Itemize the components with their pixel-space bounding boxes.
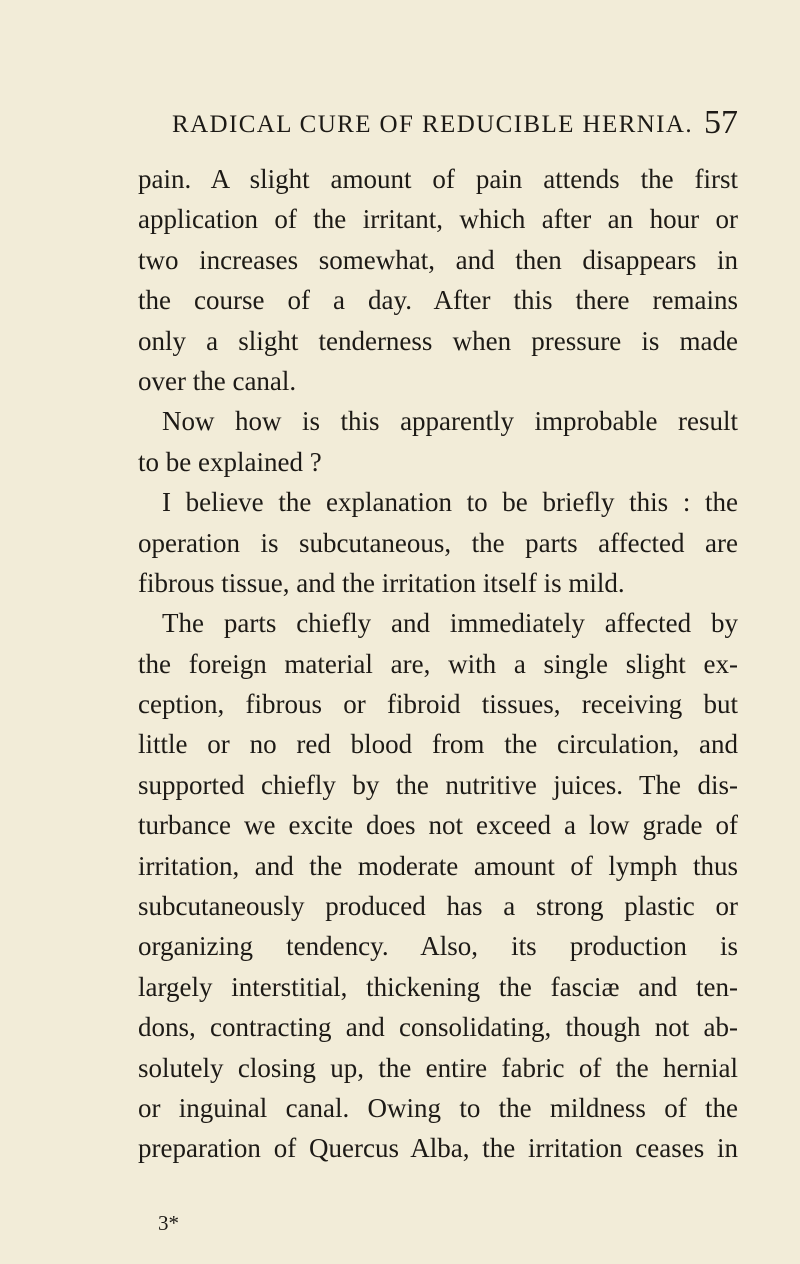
text-line: preparation of Quercus Alba, the irritation ceases in [138,1133,738,1164]
text-line: over the canal. [138,365,297,396]
text-line: dons, contracting and consolidating, though not ab- [138,1012,738,1043]
running-title: RADICAL CURE OF REDUCIBLE HERNIA. [172,111,693,138]
text-line: subcutaneously produced has a strong plastic or [138,891,738,922]
page-header [172,104,738,148]
signature-mark: 3* [158,1211,179,1235]
text-line: the course of a day. After this there remains [138,285,738,316]
text-line: organizing tendency. Also, its production is [138,931,738,962]
text-line: to be explained ? [138,446,322,477]
text-line: fibrous tissue, and the irritation itself is mild. [138,567,625,598]
text-line: application of the irritant, which after an hour or [138,204,738,235]
text-line: ception, fibrous or fibroid tissues, receiving but [138,689,738,720]
text-line: the foreign material are, with a single slight ex- [138,648,738,679]
text-line: only a slight tenderness when pressure is made [138,325,738,356]
page-number: 57 [704,104,738,141]
text-line: largely interstitial, thickening the fasciæ and ten- [138,971,738,1002]
text-line: little or no red blood from the circulation, and [138,729,738,760]
text-line: operation is subcutaneous, the parts affected are [138,527,738,558]
text-line: I believe the explanation to be briefly this : the [162,487,738,518]
text-line: pain. A slight amount of pain attends the first [138,164,738,194]
text-line: solutely closing up, the entire fabric of the hernial [138,1052,738,1083]
text-line: or inguinal canal. Owing to the mildness of the [138,1092,738,1123]
text-line: supported chiefly by the nutritive juices. The dis- [138,769,738,800]
text-line: Now how is this apparently improbable result [162,406,738,437]
text-line: two increases somewhat, and then disappears in [138,244,738,275]
text-line: The parts chiefly and immediately affected by [162,608,738,639]
text-line: turbance we excite does not exceed a low grade of [138,810,738,841]
text-line: irritation, and the moderate amount of lymph thus [138,850,738,881]
body-text [138,159,738,1169]
